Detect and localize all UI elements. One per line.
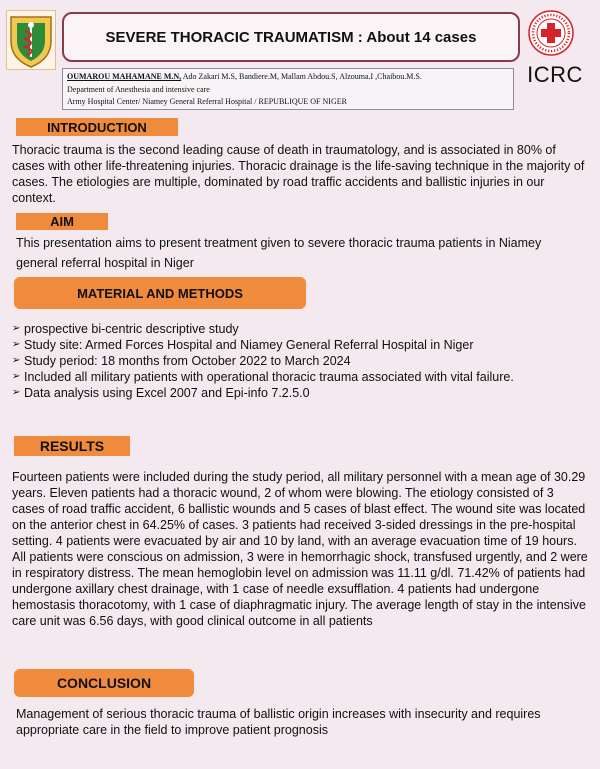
affiliation: Army Hospital Center/ Niamey General Referral Hospital / REPUBLIQUE OF NIGER (67, 97, 347, 106)
list-item: ➢ prospective bi-centric descriptive study (12, 321, 552, 337)
coauthors: Ado Zakari M.S, Bandiere.M, Mallam Abdou.S, Alzouma.I ,Chaibou.M.S. (181, 72, 422, 81)
list-item: ➢ Study site: Armed Forces Hospital and Niamey General Referral Hospital in Niger (12, 337, 552, 353)
introduction-text: Thoracic trauma is the second leading cause of death in traumatology, and is associated in 80% of cases with other life-threatening injuries. Thoracic drainage is the life-saving technique in the majority of cases. The etiologies are multiple, dominated by road traffic accidents and ballistic injuries in our context. (12, 143, 585, 205)
authors-block (62, 68, 514, 110)
lead-author: OUMAROU MAHAMANE M.N, (67, 72, 182, 81)
aim-heading: AIM (16, 213, 108, 230)
list-item: ➢ Study period: 18 months from October 2022 to March 2024 (12, 353, 552, 369)
red-cross-emblem-icon (528, 10, 574, 56)
conclusion-heading: CONCLUSION (14, 669, 194, 697)
author-line (67, 71, 509, 84)
department: Department of Anesthesia and intensive care (67, 84, 210, 94)
methods-heading: MATERIAL AND METHODS (14, 277, 306, 309)
introduction-heading: INTRODUCTION (16, 118, 178, 136)
org-name: ICRC (527, 62, 583, 87)
hospital-emblem-icon (6, 10, 56, 70)
poster-title: SEVERE THORACIC TRAUMATISM : About 14 cases (62, 12, 520, 62)
methods-list (12, 321, 552, 401)
conclusion-text: Management of serious thoracic trauma of ballistic origin increases with insecurity and requires appropriate care in the field to improve patient prognosis (16, 707, 541, 737)
list-item: ➢ Data analysis using Excel 2007 and Epi-info 7.2.5.0 (12, 385, 552, 401)
list-item: ➢ Included all military patients with operational thoracic trauma associated with vital failure. (12, 369, 552, 385)
results-heading: RESULTS (14, 436, 130, 456)
aim-text: This presentation aims to present treatment given to severe thoracic trauma patients in Niamey general referral hospital in Niger (16, 236, 542, 270)
results-text: Fourteen patients were included during the study period, all military personnel with a mean age of 30.29 years. Eleven patients had a thoracic wound, 2 of whom were blowing. The etiology consisted of 3 cases of road traffic accident, 6 ballistic wounds and 5 cases of blast effect. The wound site was located on the anterior chest in 64.25% of cases. 3 patients had received 3-sided dressings in the pre-hospital setting. 4 patients were evacuated by air and 10 by land, with an average evacuation time of 19 hours. All patients were conscious on admission, 3 were in hemorrhagic shock, transfused urgently, and 2 were in respiratory distress. The mean hemoglobin level on admission was 11.11 g/dl. 71.42% of patients had undergone axillary chest drainage, with 1 case of needle exsufflation. 4 patients had undergone hemostasis thoracotomy, with 1 case of diaphragmatic injury. The average length of stay in the intensive care unit was 6.56 days, with good clinical outcome in all patients (12, 470, 588, 628)
